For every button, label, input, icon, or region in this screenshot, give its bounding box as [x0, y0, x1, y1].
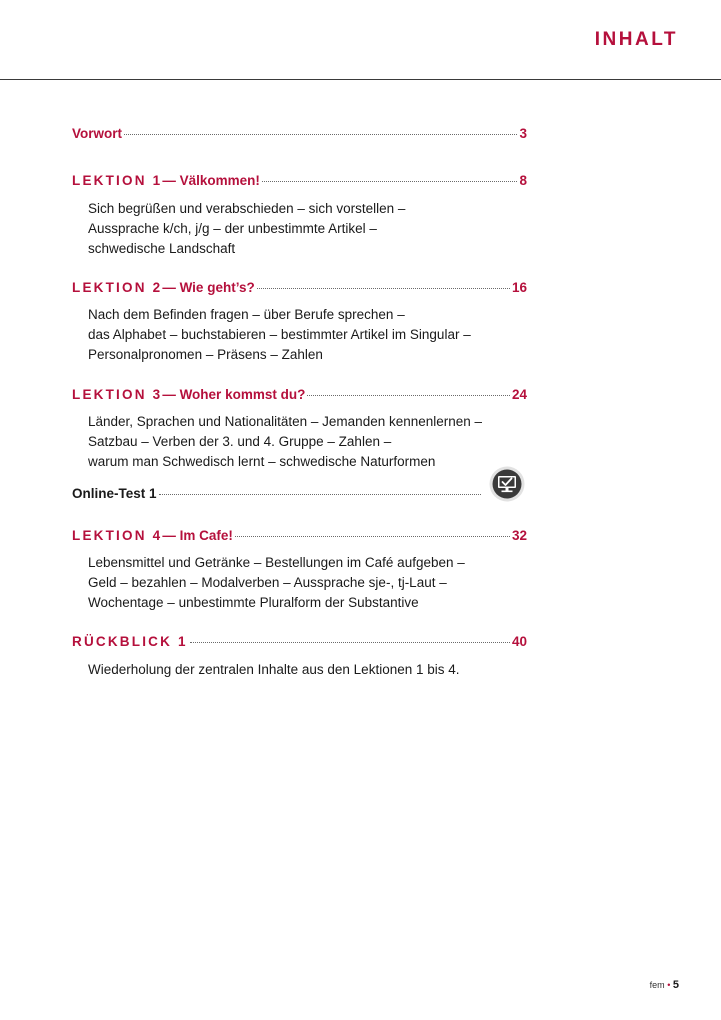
toc-leader	[257, 288, 510, 289]
toc-lesson-title: — Wie geht’s?	[162, 280, 255, 295]
footer-brand: fem	[649, 980, 665, 990]
toc-label-online-test: Online-Test 1	[72, 486, 157, 501]
description-line: warum man Schwedisch lernt – schwedische Naturformen	[88, 454, 436, 469]
toc-entry-lektion-4[interactable]	[72, 528, 527, 543]
page-number: 5	[672, 979, 679, 991]
toc-page-lektion-1: 8	[519, 173, 527, 188]
toc-entry-online-test[interactable]	[72, 486, 489, 501]
toc-description-rueckblick-1	[88, 660, 518, 680]
toc-label-vorwort: Vorwort	[72, 126, 122, 141]
toc-page-lektion-3: 24	[511, 387, 527, 402]
toc-lesson-label: LEKTION 3	[72, 387, 163, 402]
toc-leader	[159, 494, 481, 495]
description-line: Wochentage – unbestimmte Pluralform der Substantive	[88, 595, 419, 610]
description-line: Nach dem Befinden fragen – über Berufe sprechen –	[88, 307, 405, 322]
computer-check-icon[interactable]	[489, 466, 525, 502]
toc-entry-lektion-2[interactable]	[72, 280, 527, 295]
description-line: Satzbau – Verben der 3. und 4. Gruppe – Zahlen –	[88, 434, 392, 449]
description-line: Aussprache k/ch, j/g – der unbestimmte Artikel –	[88, 221, 377, 236]
toc-page-lektion-4: 32	[511, 528, 527, 543]
toc-page-vorwort: 3	[519, 126, 527, 141]
footer-bullet: •	[667, 980, 671, 990]
description-line: Länder, Sprachen und Nationalitäten – Jemanden kennenlernen –	[88, 414, 483, 429]
toc-entry-vorwort[interactable]	[72, 126, 527, 141]
toc-lesson-title: — Välkommen!	[162, 173, 260, 188]
toc-page-lektion-2: 16	[511, 280, 527, 295]
toc-entry-lektion-1[interactable]	[72, 173, 527, 188]
toc-description-lektion-3	[88, 412, 518, 472]
toc-leader	[262, 181, 518, 182]
toc-entry-lektion-3[interactable]	[72, 387, 527, 402]
toc-description-lektion-1	[88, 199, 518, 259]
toc-review-label: RÜCKBLICK 1	[72, 634, 188, 649]
toc-leader	[124, 134, 517, 135]
description-line: das Alphabet – buchstabieren – bestimmter Artikel im Singular –	[88, 327, 471, 342]
toc-entry-rueckblick-1[interactable]	[72, 634, 527, 649]
page-title: INHALT	[594, 29, 678, 50]
toc-lesson-title: — Im Cafe!	[162, 528, 233, 543]
description-line: Wiederholung der zentralen Inhalte aus den Lektionen 1 bis 4.	[88, 662, 460, 677]
toc-leader	[190, 642, 510, 643]
toc-description-lektion-4	[88, 553, 518, 613]
toc-lesson-title: — Woher kommst du?	[162, 387, 306, 402]
page-footer	[650, 979, 679, 991]
description-line: Lebensmittel und Getränke – Bestellungen im Café aufgeben –	[88, 555, 465, 570]
toc-leader	[307, 395, 510, 396]
header-rule	[0, 79, 721, 80]
toc-lesson-label: LEKTION 1	[72, 173, 163, 188]
toc-description-lektion-2	[88, 305, 518, 365]
description-line: Personalpronomen – Präsens – Zahlen	[88, 347, 323, 362]
toc-page-rueckblick-1: 40	[511, 634, 527, 649]
description-line: Sich begrüßen und verabschieden – sich vorstellen –	[88, 201, 406, 216]
description-line: schwedische Landschaft	[88, 241, 236, 256]
toc-leader	[235, 536, 510, 537]
toc-lesson-label: LEKTION 2	[72, 280, 163, 295]
toc-lesson-label: LEKTION 4	[72, 528, 163, 543]
description-line: Geld – bezahlen – Modalverben – Aussprache sje-, tj-Laut –	[88, 575, 447, 590]
